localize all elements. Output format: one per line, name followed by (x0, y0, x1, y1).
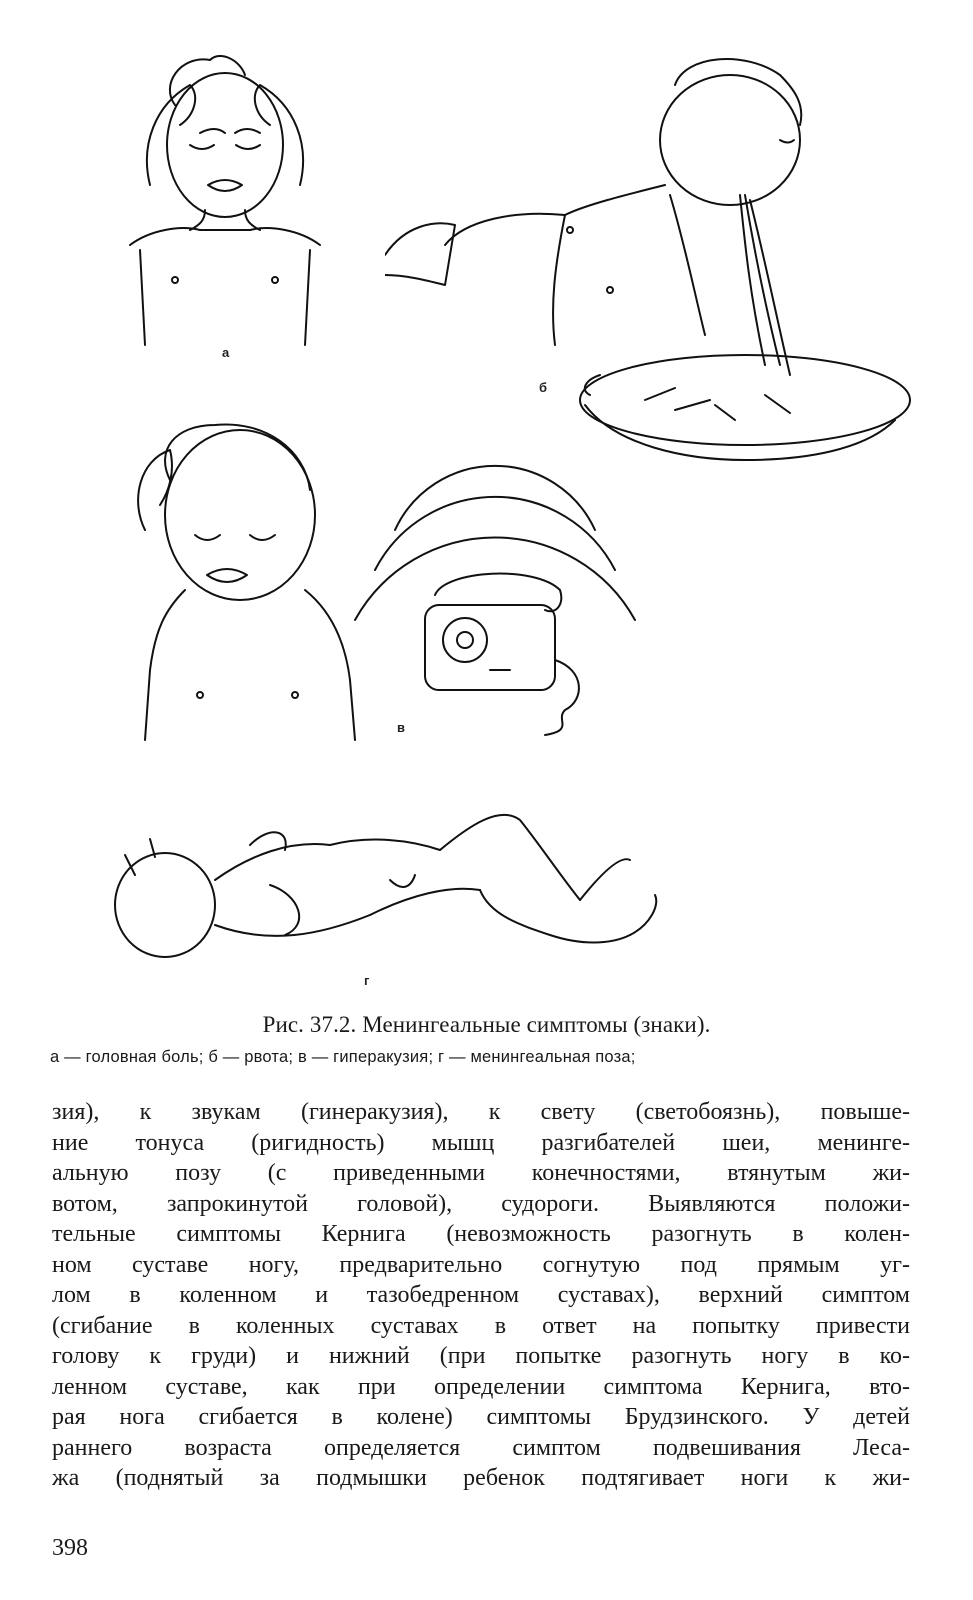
figure-panel-d (110, 795, 670, 988)
panel-letter-d: г (364, 973, 370, 988)
body-line: рая нога сгибается в колене) симптомы Брудзинского. У детей (52, 1404, 910, 1430)
body-line: альную позу (с приведенными конечностями, втянутым жи- (52, 1160, 910, 1186)
body-line: ленном суставе, как при определении симптома Кернига, вто- (52, 1373, 910, 1400)
figure-caption-legend: а — головная боль; б — рвота; в — гиперакузия; г — менингеальная поза; (50, 1048, 636, 1066)
figure-panel-b (385, 45, 915, 465)
page-number: 398 (52, 1535, 88, 1561)
panel-letter-b: б (539, 380, 548, 395)
child-headache-icon (120, 45, 330, 355)
body-line: ном суставе ногу, предварительно согнутую под прямым уг- (52, 1251, 910, 1278)
figure-panel-c (115, 420, 675, 750)
child-hyperacusis-icon (115, 420, 675, 750)
body-line: голову к груди) и нижний (при попытке разогнуть ногу в ко- (52, 1343, 910, 1369)
body-line: тельные симптомы Кернига (невозможность разогнуть в колен- (52, 1221, 910, 1247)
figure-caption-title: Рис. 37.2. Менингеальные симптомы (знаки). (262, 1012, 711, 1037)
child-vomiting-icon (385, 45, 915, 465)
meningeal-pose-icon (110, 795, 670, 975)
figure-panel-a (120, 45, 330, 360)
body-line: вотом, запрокинутой головой), судороги. Выявляются положи- (52, 1190, 910, 1217)
body-text (52, 1097, 910, 1494)
body-line: жа (поднятый за подмышки ребенок подтягивает ноги к жи- (52, 1465, 910, 1491)
body-line: ние тонуса (ригидность) мышц разгибателей шеи, менинге- (52, 1129, 910, 1156)
body-line: (сгибание в коленных суставах в ответ на попытку привести (52, 1312, 910, 1339)
body-line: лом в коленном и тазобедренном суставах), верхний симптом (52, 1282, 910, 1308)
body-line: зия), к звукам (гинеракузия), к свету (светобоязнь), повыше- (52, 1099, 910, 1125)
panel-letter-c: в (397, 720, 405, 735)
panel-letter-a: а (222, 345, 230, 360)
body-line: раннего возраста определяется симптом подвешивания Леса- (52, 1434, 910, 1461)
